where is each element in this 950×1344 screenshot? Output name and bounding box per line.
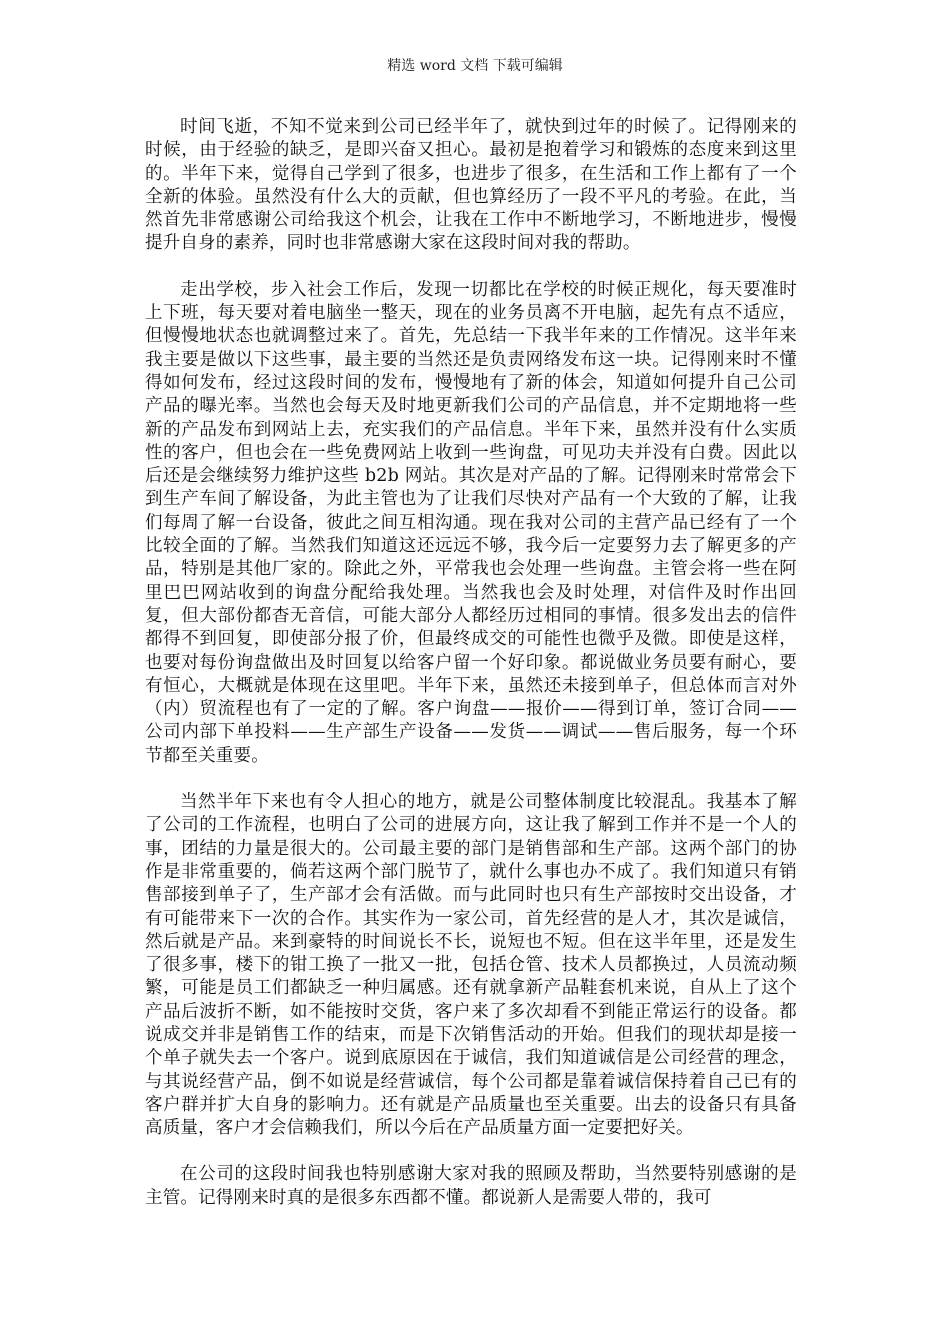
paragraph-work-summary: 走出学校，步入社会工作后，发现一切都比在学校的时候正规化，每天要准时上下班，每天要对着电脑坐一整天，现在的业务员离不开电脑，起先有点不适应，但慢慢地状态也就调整过来了。首先，先总结一下我半年来的工作情况。这半年来我主要是做以下这些事，最主要的当然还是负责网络发布这一块。记得刚来时不懂得如何发布，经过这段时间的发布，慢慢地有了新的体会，知道如何提升自己公司产品的曝光率。当然也会每天及时地更新我们公司的产品信息，并不定期地将一些新的产品发布到网站上去，充实我们的产品信息。半年下来，虽然并没有什么实质性的客户，但也会在一些免费网站上收到一些询盘，可见功夫并没有白费。因此以后还是会继续努力维护这些 b2b 网站。其次是对产品的了解。记得刚来时常常会下到生产车间了解设备，为此主管也为了让我们尽快对产品有一个大致的了解，让我们每周了解一台设备，彼此之间互相沟通。现在我对公司的主营产品已经有了一个比较全面的了解。当然我们知道这还远远不够，我今后一定要努力去了解更多的产品，特别是其他厂家的。除此之外，平常我也会处理一些询盘。主管会将一些在阿里巴巴网站收到的询盘分配给我处理。当然我也会及时处理，对信件及时作出回复，但大部份都杳无音信，可能大部分人都经历过相同的事情。很多发出去的信件都得不到回复，即使部分报了价，但最终成交的可能性也微乎及微。即使是这样，也要对每份询盘做出及时回复以给客户留一个好印象。都说做业务员要有耐心，要有恒心，大概就是体现在这里吧。半年下来，虽然还未接到单子，但总体而言对外（内）贸流程也有了一定的了解。客户询盘——报价——得到订单，签订合同——公司内部下单投料——生产部生产设备——发货——调试——售后服务，每一个环节都至关重要。 — [145, 279, 797, 766]
page-header: 精选 word 文档 下载可编辑 — [387, 58, 563, 74]
paragraph-concerns: 当然半年下来也有令人担心的地方，就是公司整体制度比较混乱。我基本了解了公司的工作流程，也明白了公司的进展方向，这让我了解到工作并不是一个人的事，团结的力量是很大的。公司最主要的部门是销售部和生产部。这两个部门的协作是非常重要的，倘若这两个部门脱节了，就什么事也办不成了。我们知道只有销售部接到单子了，生产部才会有活做。而与此同时也只有生产部按时交出设备，才有可能带来下一次的合作。其实作为一家公司，首先经营的是人才，其次是诚信，然后就是产品。来到豪特的时间说长不长，说短也不短。但在这半年里，还是发生了很多事，楼下的钳工换了一批又一批，包括仓管、技术人员都换过，人员流动频繁，可能是员工们都缺乏一种归属感。还有就拿新产品鞋套机来说，自从上了这个产品后波折不断，如不能按时交货，客户来了多次却看不到能正常运行的设备。都说成交并非是销售工作的结束，而是下次销售活动的开始。但我们的现状却是接一个单子就失去一个客户。说到底原因在于诚信，我们知道诚信是公司经营的理念，与其说经营产品，倒不如说是经营诚信，每个公司都是靠着诚信保持着自己已有的客户群并扩大自身的影响力。还有就是产品质量也至关重要。出去的设备只有具备高质量，客户才会信赖我们，所以今后在产品质量方面一定要把好关。 — [145, 792, 797, 1139]
paragraph-thanks: 在公司的这段时间我也特别感谢大家对我的照顾及帮助，当然要特别感谢的是主管。记得刚来时真的是很多东西都不懂。都说新人是需要人带的，我可 — [145, 1164, 797, 1208]
document-body — [145, 116, 797, 1233]
paragraph-intro: 时间飞逝，不知不觉来到公司已经半年了，就快到过年的时候了。记得刚来的时候，由于经验的缺乏，是即兴奋又担心。最初是抱着学习和锻炼的态度来到这里的。半年下来，觉得自己学到了很多，也进步了很多，在生活和工作上都有了一个全新的体验。虽然没有什么大的贡献，但也算经历了一段不平凡的考验。在此，当然首先非常感谢公司给我这个机会，让我在工作中不断地学习，不断地进步，慢慢提升自身的素养，同时也非常感谢大家在这段时间对我的帮助。 — [145, 117, 797, 254]
